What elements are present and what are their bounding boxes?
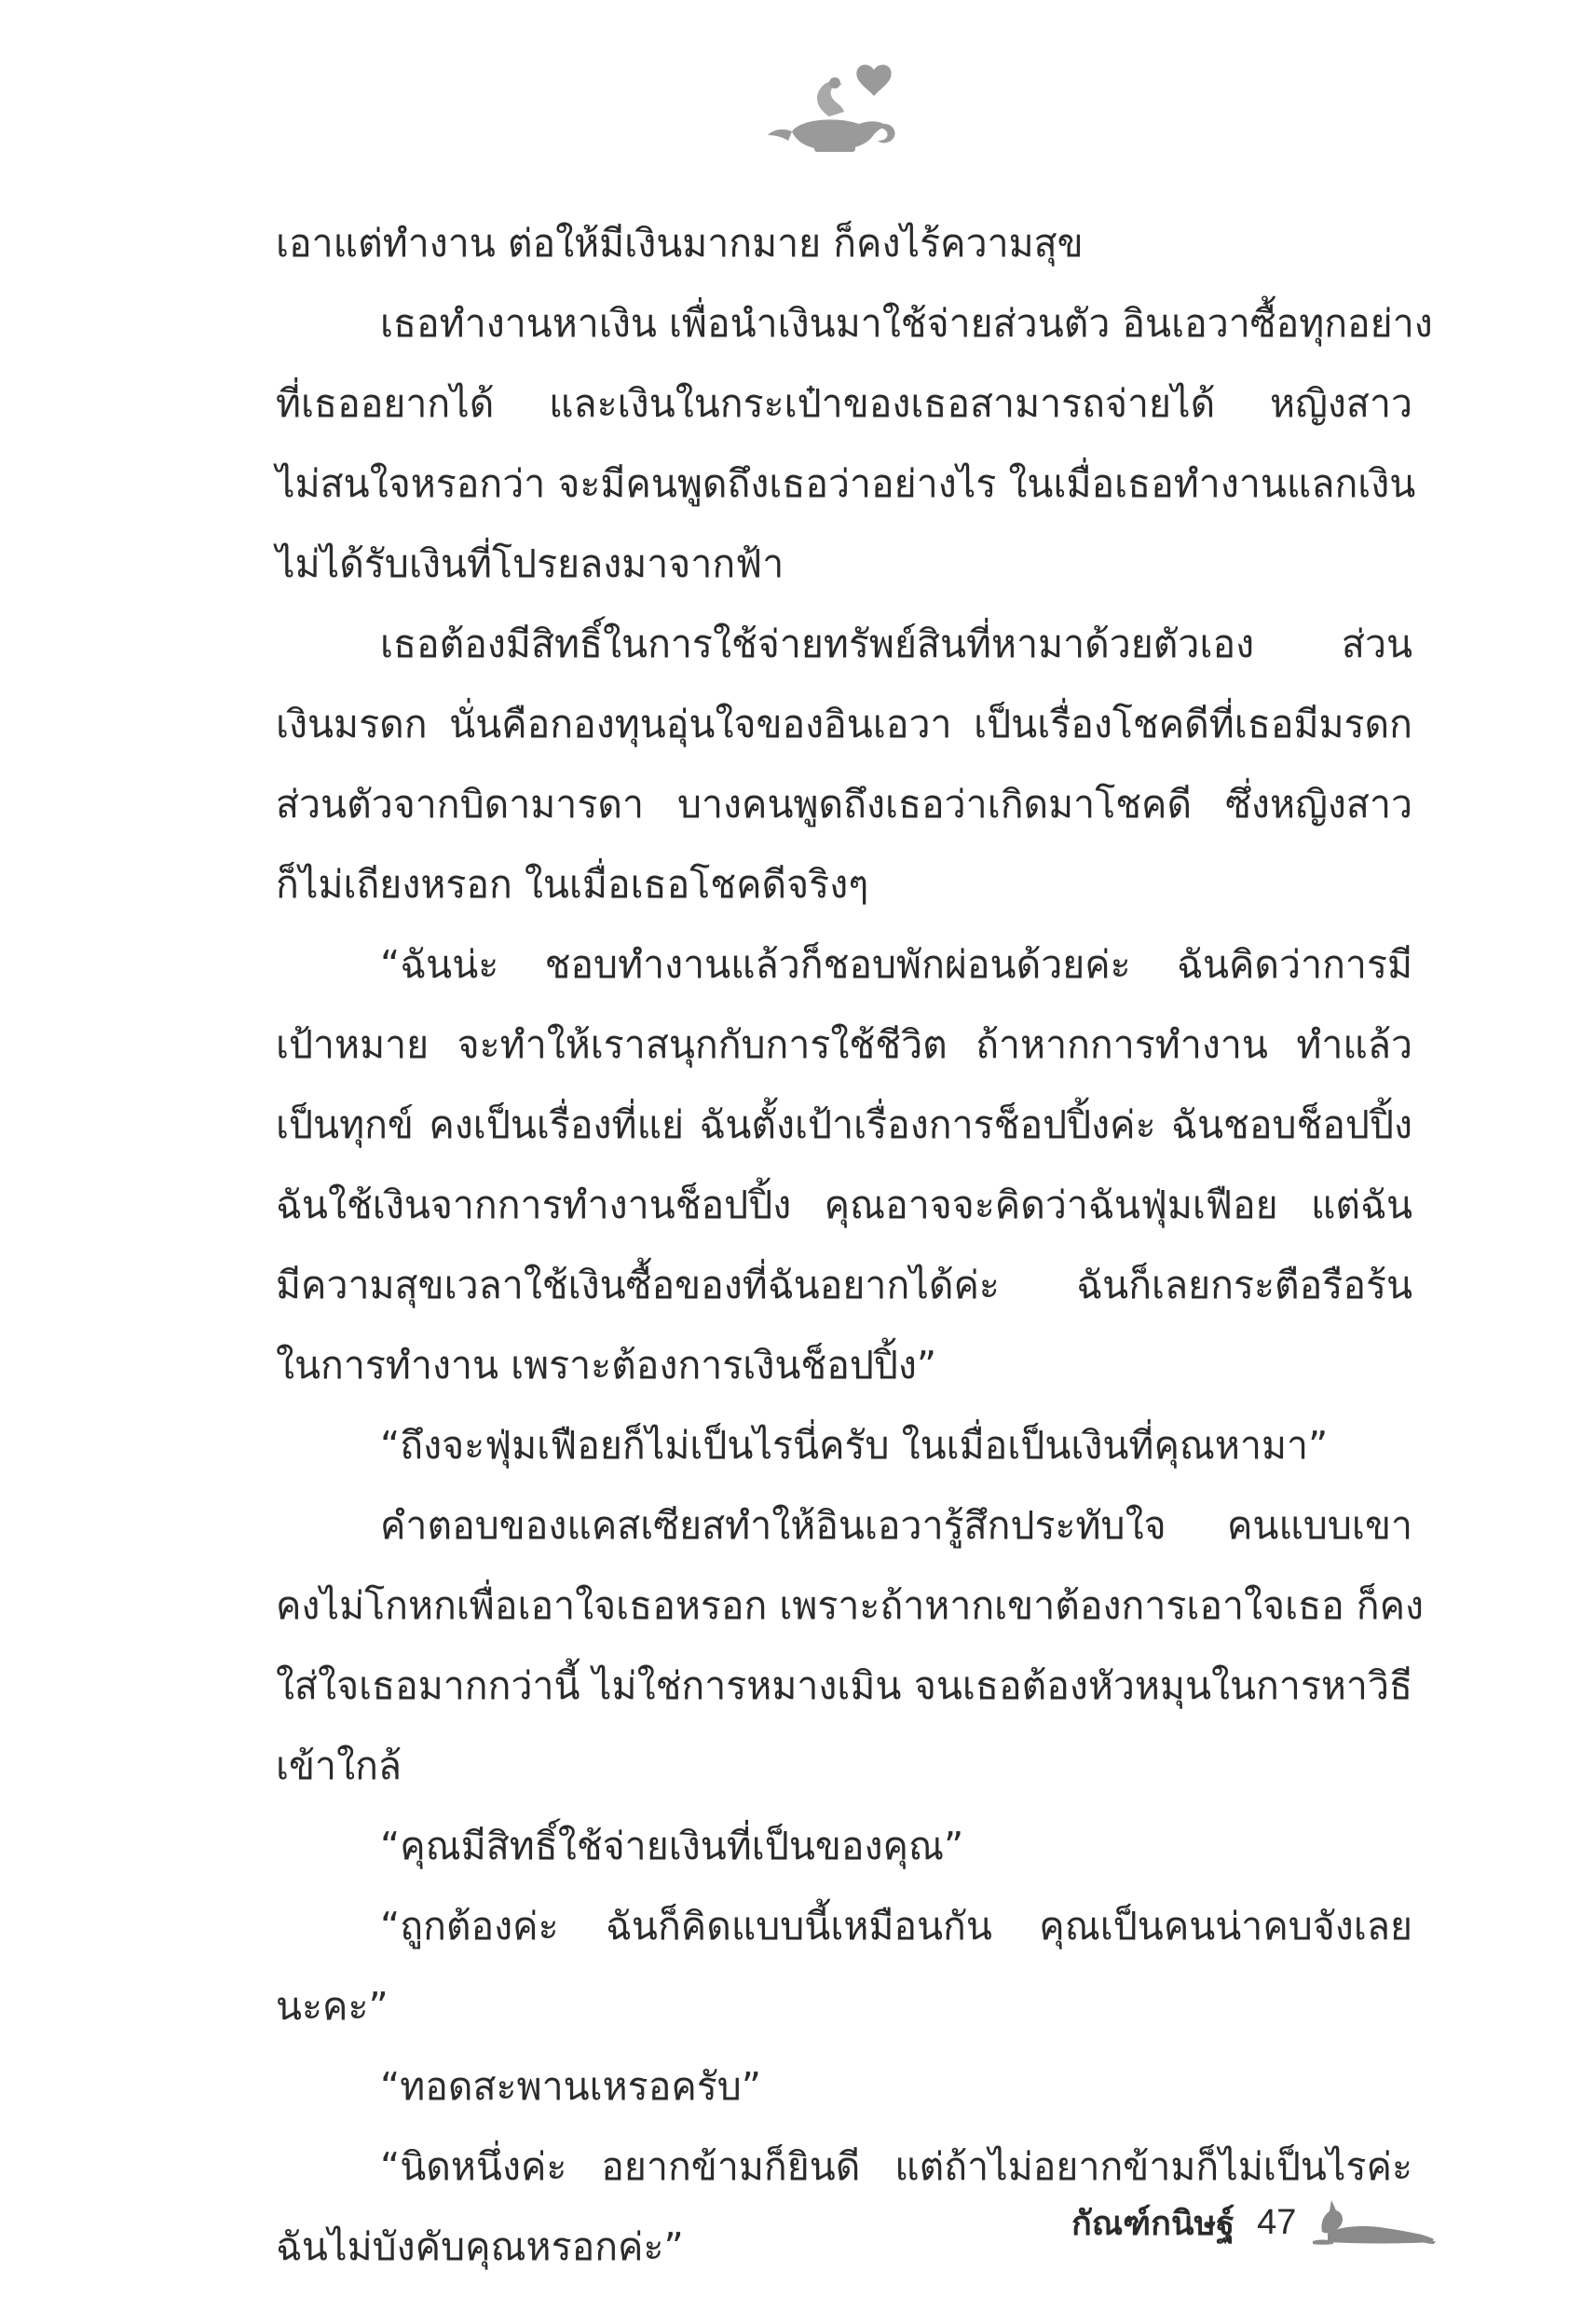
paragraph-line: “ทอดสะพานเหรอครับ” [380, 2064, 762, 2109]
text-line: มีความสุขเวลาใช้เงินซื้อของที่ฉันอยากได้ค่ะ ฉันก็เลยกระตือรือร้น [276, 1263, 1412, 1307]
text-line: คงไม่โกหกเพื่อเอาใจเธอหรอก เพราะถ้าหากเขาต้องการเอาใจเธอ ก็คง [276, 1583, 1425, 1628]
paragraph-line: “ถูกต้องค่ะ ฉันก็คิดแบบนี้เหมือนกัน คุณเป็นคนน่าคบจังเลย [380, 1904, 1412, 1949]
text-line: ส่วนตัวจากบิดามารดา บางคนพูดถึงเธอว่าเกิดมาโชคดี ซึ่งหญิงสาว [276, 782, 1412, 827]
text-line: นะคะ” [276, 1984, 389, 2029]
text-line: เงินมรดก นั่นคือกองทุนอุ่นใจของอินเอวา เป็นเรื่องโชคดีที่เธอมีมรดก [276, 702, 1412, 746]
text-line: เป็นทุกข์ คงเป็นเรื่องที่แย่ ฉันตั้งเป้าเรื่องการช็อปปิ้งค่ะ ฉันชอบช็อปปิ้ง [276, 1102, 1412, 1147]
page-footer [1071, 2195, 1439, 2250]
paragraph-line: เธอต้องมีสิทธิ์ในการใช้จ่ายทรัพย์สินที่หามาด้วยตัวเอง ส่วน [380, 622, 1412, 666]
genie-lamp-icon [764, 51, 913, 163]
text-line: ไม่สนใจหรอกว่า จะมีคนพูดถึงเธอว่าอย่างไร ในเมื่อเธอทำงานแลกเงิน [276, 461, 1416, 506]
paragraph-line: “ฉันน่ะ ชอบทำงานแล้วก็ชอบพักผ่อนด้วยค่ะ ฉันคิดว่าการมี [380, 942, 1412, 987]
paragraph-line: “นิดหนึ่งค่ะ อยากข้ามก็ยินดี แต่ถ้าไม่อยากข้ามก็ไม่เป็นไรค่ะ [380, 2144, 1412, 2189]
paragraph-line: “ถึงจะฟุ่มเฟือยก็ไม่เป็นไรนี่ครับ ในเมื่อเป็นเงินที่คุณหามา” [380, 1423, 1329, 1468]
text-line: ที่เธออยากได้ และเงินในกระเป๋าของเธอสามารถจ่ายได้ หญิงสาว [276, 381, 1412, 426]
reclining-dog-icon [1309, 2195, 1439, 2250]
text-line: เป้าหมาย จะทำให้เราสนุกกับการใช้ชีวิต ถ้าหากการทำงาน ทำแล้ว [276, 1022, 1412, 1067]
text-line: ใส่ใจเธอมากกว่านี้ ไม่ใช่การหมางเมิน จนเธอต้องหัวหมุนในการหาวิธี [276, 1663, 1412, 1708]
text-line: ในการทำงาน เพราะต้องการเงินช็อปปิ้ง” [276, 1343, 937, 1388]
page-number: 47 [1257, 2202, 1297, 2242]
paragraph-line: เธอทำงานหาเงิน เพื่อนำเงินมาใช้จ่ายส่วนตัว อินเอวาซื้อทุกอย่าง [380, 301, 1433, 346]
text-line: ไม่ได้รับเงินที่โปรยลงมาจากฟ้า [276, 541, 784, 586]
text-line: เอาแต่ทำงาน ต่อให้มีเงินมากมาย ก็คงไร้ความสุข [276, 221, 1084, 266]
text-line: ฉันใช้เงินจากการทำงานช็อปปิ้ง คุณอาจจะคิดว่าฉันฟุ่มเฟือย แต่ฉัน [276, 1183, 1412, 1227]
paragraph-line: “คุณมีสิทธิ์ใช้จ่ายเงินที่เป็นของคุณ” [380, 1824, 964, 1868]
text-line: ก็ไม่เถียงหรอก ในเมื่อเธอโชคดีจริงๆ [276, 862, 869, 907]
book-title: กัณฑ์กนิษฐ์ [1071, 2204, 1235, 2243]
text-line: ฉันไม่บังคับคุณหรอกค่ะ” [276, 2224, 684, 2269]
text-line: เข้าใกล้ [276, 1744, 402, 1788]
paragraph-line: คำตอบของแคสเซียสทำให้อินเอวารู้สึกประทับใจ คนแบบเขา [380, 1503, 1412, 1548]
